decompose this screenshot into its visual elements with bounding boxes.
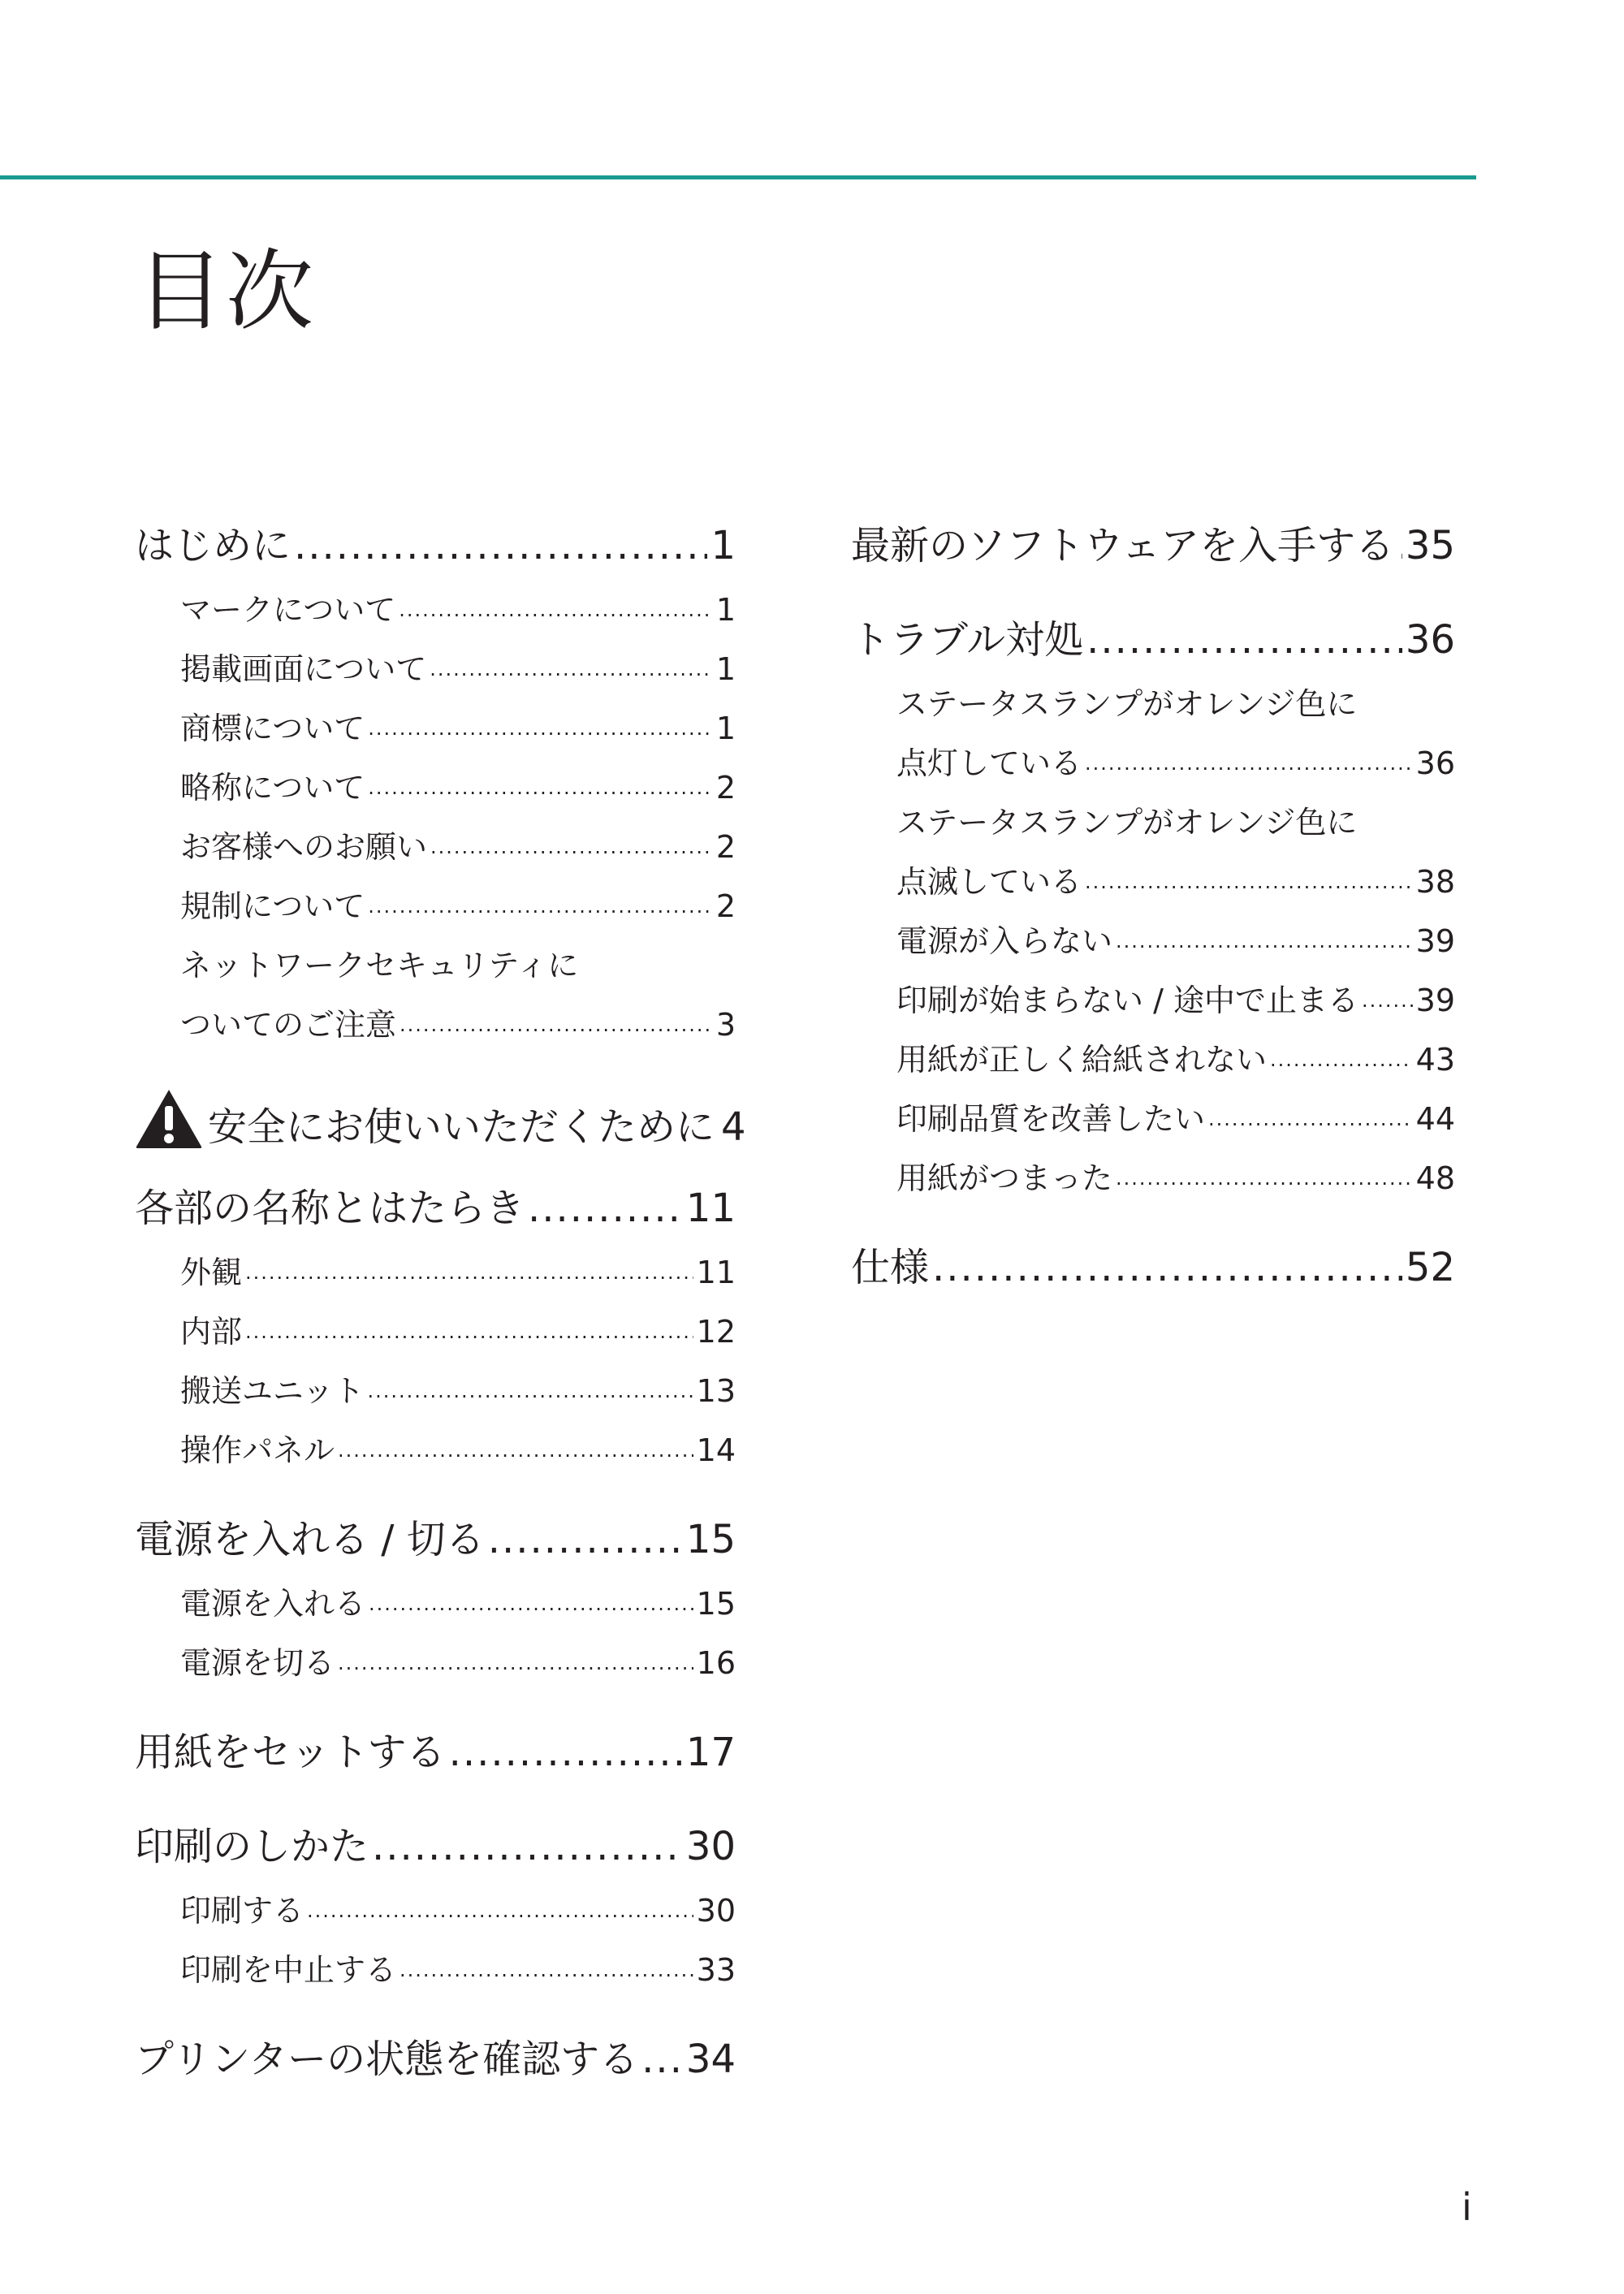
toc-page: 36 — [1415, 745, 1455, 781]
leader-dots — [932, 1242, 1402, 1294]
toc-label: 電源が入らない — [896, 922, 1113, 959]
toc-entry-anzen[interactable] — [135, 1088, 746, 1150]
leader-dots — [338, 1642, 693, 1684]
toc-label: 電源を入れる — [180, 1585, 366, 1622]
toc-label: 印刷を中止する — [180, 1951, 397, 1988]
toc-page: 1 — [715, 650, 736, 687]
toc-entry-feed[interactable] — [851, 1030, 1455, 1089]
leader-dots — [449, 1726, 683, 1778]
leader-dots — [245, 1311, 693, 1353]
toc-label: プリンターの状態を確認する — [135, 2037, 639, 2082]
toc-entry-orange-blink-line1[interactable]: ステータスランプがオレンジ色に — [896, 804, 1358, 840]
toc-entry-insatsu-chushi[interactable] — [135, 1940, 736, 1999]
leader-dots — [400, 1949, 693, 1991]
leader-dots — [245, 1251, 693, 1294]
toc-page: 1 — [710, 523, 736, 568]
toc-right-column — [851, 520, 1455, 1294]
toc-label: トラブル対処 — [851, 617, 1084, 663]
leader-dots — [400, 1004, 713, 1046]
toc-page: 39 — [1415, 982, 1455, 1018]
leader-dots — [307, 1890, 693, 1932]
toc-entry-onegai[interactable] — [135, 817, 736, 876]
toc-label: 各部の名称とはたらき — [135, 1186, 525, 1231]
toc-entry-kakubu[interactable] — [135, 1182, 736, 1234]
toc-entry-kisei[interactable] — [135, 876, 736, 935]
leader-dots — [1362, 979, 1413, 1022]
page-number: i — [1462, 2185, 1472, 2229]
toc-left-column — [135, 520, 746, 2085]
toc-label: 略称について — [180, 769, 365, 806]
toc-label: 内部 — [180, 1313, 243, 1350]
toc-page: 11 — [696, 1254, 736, 1290]
toc-page: 15 — [685, 1517, 736, 1562]
leader-dots — [368, 707, 713, 750]
toc-entry-naibu[interactable] — [135, 1302, 736, 1361]
toc-page: 4 — [721, 1104, 746, 1150]
toc-label: 印刷のしかた — [135, 1824, 369, 1869]
toc-page: 17 — [685, 1730, 736, 1775]
toc-label: 商標について — [180, 710, 365, 746]
toc-label: マークについて — [180, 591, 396, 628]
toc-page: 35 — [1405, 523, 1455, 568]
toc-entry-sosa[interactable] — [135, 1420, 736, 1480]
toc-page: 34 — [685, 2037, 736, 2082]
toc-entry-dengen-on[interactable] — [135, 1574, 736, 1633]
toc-page: 52 — [1405, 1245, 1455, 1290]
warning-icon — [135, 1088, 203, 1150]
toc-entry-mark[interactable] — [135, 580, 736, 639]
toc-page: 33 — [696, 1951, 736, 1988]
toc-entry-shohyo[interactable] — [135, 698, 736, 758]
toc-page: 12 — [696, 1313, 736, 1350]
toc-label: 点滅している — [896, 863, 1082, 900]
toc-label: はじめに — [135, 523, 292, 568]
toc-page: 13 — [696, 1372, 736, 1409]
toc-page: 16 — [696, 1644, 736, 1681]
leader-dots — [294, 520, 707, 572]
leader-dots — [399, 589, 713, 631]
leader-dots — [1116, 920, 1413, 962]
toc-entry-orange-blink[interactable] — [851, 852, 1455, 911]
leader-dots — [338, 1429, 693, 1471]
leader-dots — [528, 1182, 683, 1234]
toc-entry-software[interactable] — [851, 520, 1455, 572]
toc-entry-orange-on-line1[interactable]: ステータスランプがオレンジ色に — [896, 685, 1358, 722]
toc-entry-ryakusho[interactable] — [135, 758, 736, 817]
toc-label: 搬送ユニット — [180, 1372, 365, 1409]
toc-entry-quality[interactable] — [851, 1089, 1455, 1148]
toc-label: 操作パネル — [180, 1432, 335, 1468]
leader-dots — [1086, 614, 1402, 666]
toc-entry-keisai[interactable] — [135, 639, 736, 698]
toc-entry-network[interactable] — [135, 995, 736, 1054]
leader-dots — [1116, 1157, 1413, 1199]
toc-label: 掲載画面について — [180, 650, 427, 687]
toc-label: 最新のソフトウェアを入手する — [851, 523, 1395, 568]
leader-dots — [641, 2033, 683, 2085]
leader-dots — [368, 767, 713, 809]
leader-dots — [430, 648, 713, 690]
toc-page: 2 — [715, 828, 736, 865]
toc-entry-print-stop[interactable] — [851, 970, 1455, 1030]
leader-dots — [430, 826, 713, 868]
leader-dots — [367, 1370, 693, 1412]
toc-entry-network-line1[interactable]: ネットワークセキュリティに — [180, 947, 579, 983]
toc-entry-dengen-off[interactable] — [135, 1633, 736, 1692]
toc-page: 2 — [715, 888, 736, 924]
toc-label: ついてのご注意 — [180, 1006, 397, 1043]
toc-label: 印刷品質を改善したい — [896, 1100, 1206, 1137]
toc-entry-spec[interactable] — [851, 1242, 1455, 1294]
leader-dots — [1085, 742, 1413, 784]
toc-label: 安全にお使いいただくために — [208, 1104, 715, 1150]
toc-label: 規制について — [180, 888, 365, 924]
toc-entry-hajimeni[interactable] — [135, 520, 736, 572]
toc-entry-gaikan[interactable] — [135, 1242, 736, 1302]
leader-dots — [369, 1583, 693, 1625]
toc-page: 1 — [715, 710, 736, 746]
toc-entry-insatsu[interactable] — [135, 1821, 736, 1873]
leader-dots — [1085, 861, 1413, 903]
toc-page: 3 — [715, 1006, 736, 1043]
toc-label: 電源を入れる / 切る — [135, 1517, 485, 1562]
toc-label: 点灯している — [896, 745, 1082, 781]
toc-page: 38 — [1415, 863, 1455, 900]
toc-label: 用紙がつまった — [896, 1160, 1113, 1196]
toc-page: 39 — [1415, 922, 1455, 959]
page-title: 目次 — [136, 241, 316, 343]
toc-entry-yoshi[interactable] — [135, 1726, 736, 1778]
toc-label: 電源を切る — [180, 1644, 335, 1681]
toc-label: 印刷が始まらない / 途中で止まる — [896, 982, 1358, 1018]
toc-page: 14 — [696, 1432, 736, 1468]
toc-label: お客様へのお願い — [180, 828, 428, 865]
header-rule — [0, 175, 1476, 179]
toc-page: 36 — [1405, 617, 1455, 663]
toc-page: 15 — [696, 1585, 736, 1622]
leader-dots — [1397, 520, 1402, 572]
toc-page: 30 — [696, 1892, 736, 1929]
toc-label: 印刷する — [180, 1892, 304, 1929]
toc-entry-dengen[interactable] — [135, 1514, 736, 1566]
toc-entry-trouble[interactable] — [851, 614, 1455, 666]
toc-entry-insatsu-suru[interactable] — [135, 1881, 736, 1940]
leader-dots — [372, 1821, 683, 1873]
toc-page: 11 — [685, 1186, 736, 1231]
leader-dots — [488, 1514, 683, 1566]
toc-label: 外観 — [180, 1254, 243, 1290]
toc-label: 仕様 — [851, 1245, 930, 1290]
toc-page: 2 — [715, 769, 736, 806]
toc-page: 30 — [685, 1824, 736, 1869]
toc-entry-no-power[interactable] — [851, 911, 1455, 970]
toc-page: 48 — [1415, 1160, 1455, 1196]
toc-label: 用紙が正しく給紙されない — [896, 1041, 1268, 1078]
toc-entry-orange-on[interactable] — [851, 733, 1455, 793]
toc-label: 用紙をセットする — [135, 1730, 446, 1775]
toc-entry-hanso[interactable] — [135, 1361, 736, 1420]
leader-dots — [1270, 1039, 1413, 1081]
leader-dots — [368, 885, 713, 927]
toc-page: 44 — [1415, 1100, 1455, 1137]
toc-entry-printer[interactable] — [135, 2033, 736, 2085]
toc-page: 43 — [1415, 1041, 1455, 1078]
leader-dots — [1208, 1098, 1413, 1140]
toc-entry-jam[interactable] — [851, 1148, 1455, 1207]
toc-page: 1 — [715, 591, 736, 628]
